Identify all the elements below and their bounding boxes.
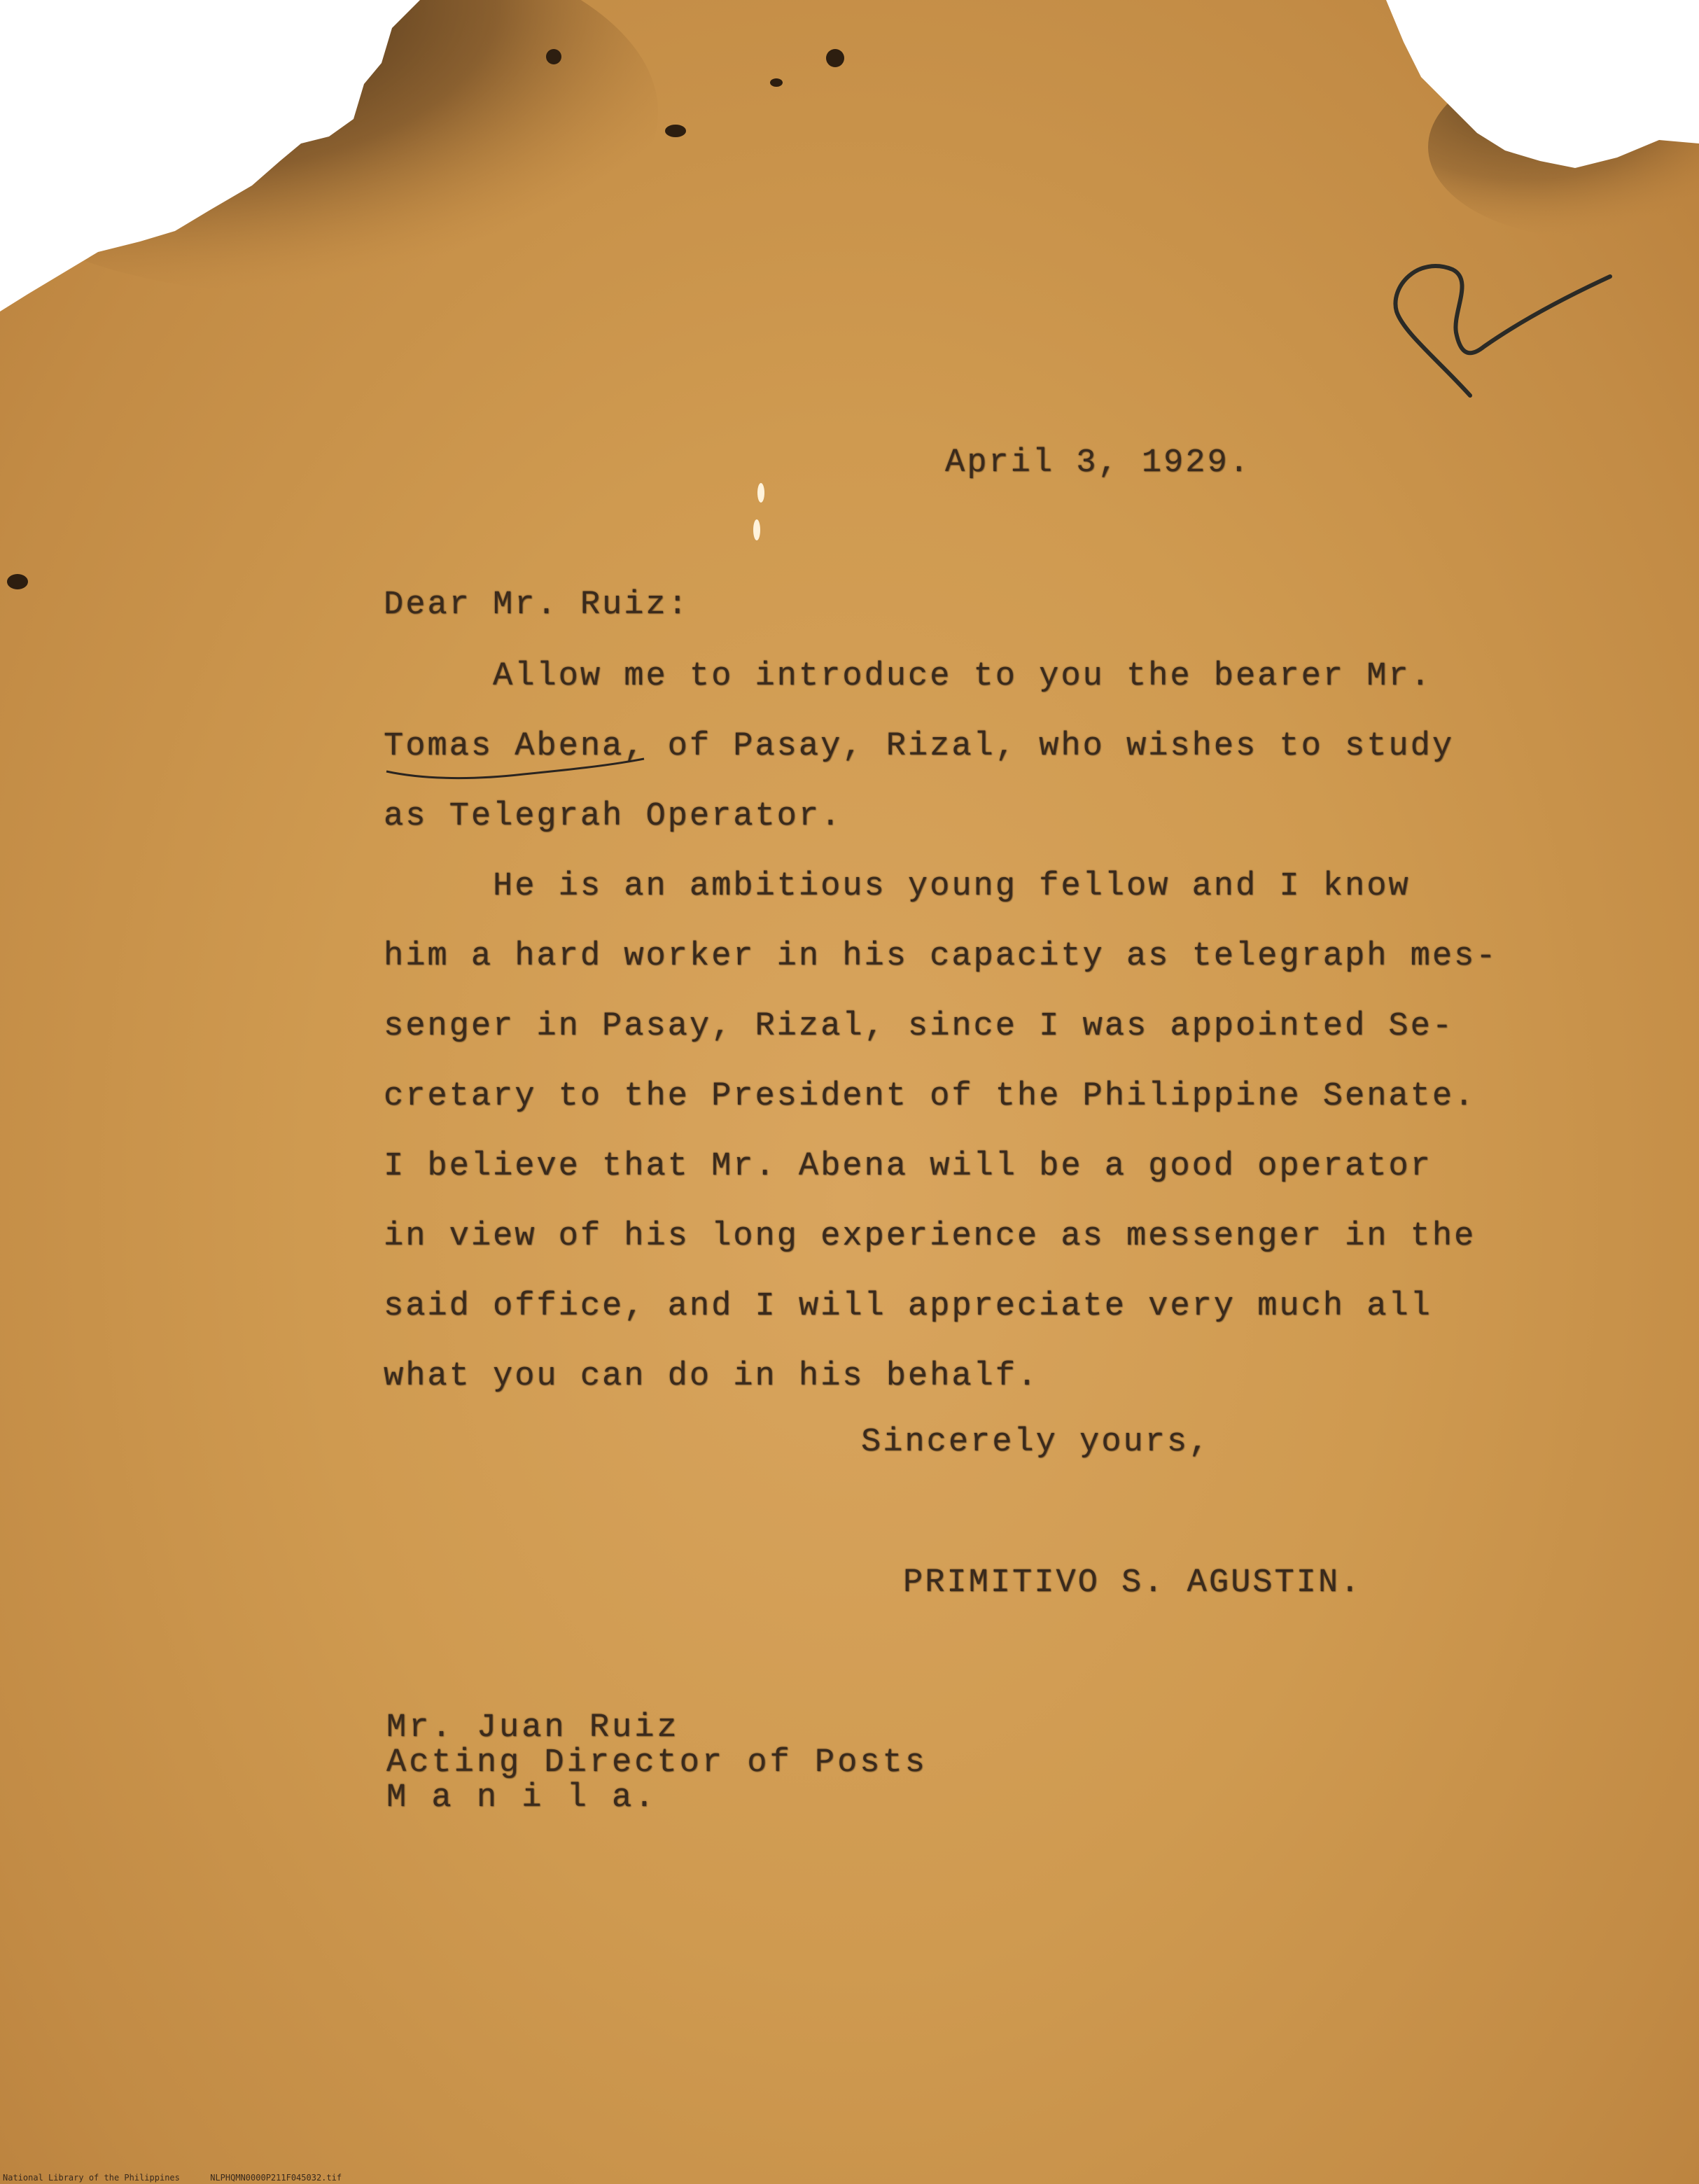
burn-spot (826, 49, 844, 67)
letter-body-line: said office, and I will appreciate very much all (384, 1288, 1432, 1325)
addressee-line: Mr. Juan Ruiz (386, 1709, 680, 1746)
letter-body-line: cretary to the President of the Philippine Senate. (384, 1078, 1476, 1115)
letter-signature-name: PRIMITIVO S. AGUSTIN. (903, 1564, 1362, 1602)
burn-spot (665, 125, 686, 137)
paper-hole (757, 483, 764, 503)
paper-hole (753, 519, 760, 540)
addressee-line: M a n i l a. (386, 1779, 657, 1816)
letter-body-line: He is an ambitious young fellow and I know (384, 868, 1411, 905)
scan-footer (3, 2173, 342, 2183)
letter-body-line: him a hard worker in his capacity as telegraph mes- (384, 938, 1498, 975)
letter-body-line: in view of his long experience as messenger in the (384, 1218, 1476, 1255)
letter-salutation: Dear Mr. Ruiz: (384, 587, 690, 624)
handwritten-check-mark (1390, 255, 1628, 416)
addressee-line: Acting Director of Posts (386, 1744, 928, 1782)
letter-body-line: Tomas Abena, of Pasay, Rizal, who wishes to study (384, 728, 1455, 765)
letter-body-line: I believe that Mr. Abena will be a good operator (384, 1148, 1432, 1185)
footer-file-code: NLPHQMN0000P211F045032.tif (210, 2173, 342, 2183)
letter-body-line: Allow me to introduce to you the bearer Mr. (384, 658, 1432, 695)
letter-body-line: as Telegrah Operator. (384, 798, 843, 835)
footer-library-label: National Library of the Philippines (3, 2173, 180, 2183)
letter-body-line: senger in Pasay, Rizal, since I was appointed Se- (384, 1008, 1455, 1045)
burn-spot (770, 78, 783, 87)
letter-body-line: what you can do in his behalf. (384, 1358, 1040, 1395)
handwritten-underline (384, 756, 650, 784)
burn-spot (7, 574, 28, 589)
letter-date: April 3, 1929. (945, 444, 1251, 482)
burn-spot (546, 49, 561, 64)
letter-closing: Sincerely yours, (861, 1424, 1211, 1461)
